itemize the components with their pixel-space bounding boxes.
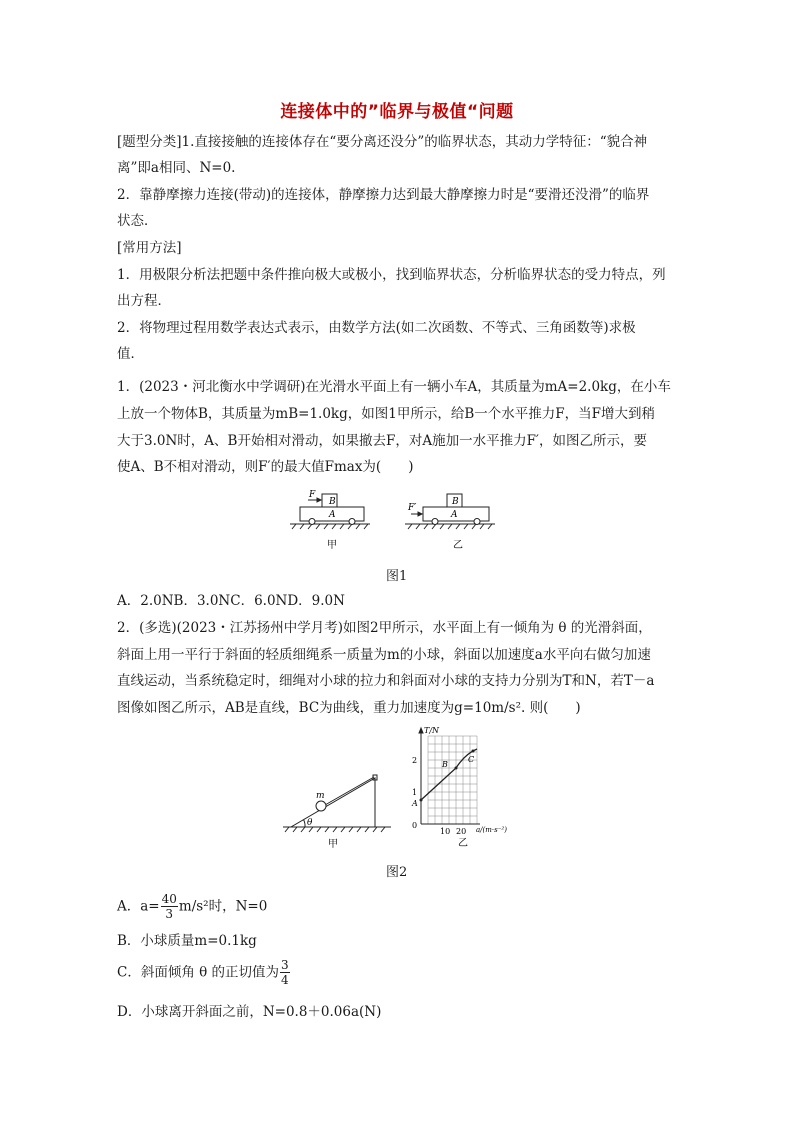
label-b: B [452,497,459,507]
q1-options: A．2.0NB．3.0NC．6.0ND．9.0N [117,593,345,609]
angle-arc [304,820,306,828]
intro-line-3: 2．靠静摩擦力连接(带动)的连接体，静摩擦力达到最大静摩擦力时是“要滑还没滑”的临界 [117,187,650,203]
rope [325,777,374,805]
label-jia: 甲 [328,839,338,850]
option-a-suffix: m/s²时，N=0 [178,898,268,915]
label-yi: 乙 [458,838,468,849]
label-a: A [329,510,336,520]
y-tick-2: 2 [412,756,418,765]
label-yi: 乙 [453,540,463,551]
intro-line-1: [题型分类]1.直接接触的连接体存在“要分离还没分”的临界状态，其动力学特征：“貌合神 [117,134,648,150]
figure-2-caption: 图2 [386,865,408,880]
y-tick-1: 1 [412,788,418,797]
q1-line-4: 使A、B不相对滑动，则F′的最大值Fmax为( ) [117,459,414,475]
x-axis-label: a/(m·s⁻²) [476,826,507,834]
ground-hatch-right [408,524,492,529]
option-a-prefix: A．a= [117,898,160,915]
methods-line-3: 2．将物理过程用数学表达式表示，由数学方法(如二次函数、不等式、三角函数等)求极 [117,320,636,336]
y-axis-label: T/N [424,726,440,735]
figure-1-caption: 图1 [386,569,408,584]
figure-2-incline [283,735,393,850]
methods-heading: [常用方法] [117,240,182,256]
ground-hatch [285,827,385,832]
x-tick-20: 20 [456,827,467,836]
q2-line-3: 直线运动，当系统稳定时，细绳对小球的拉力和斜面对小球的支持力分别为T和N，若T－a [117,673,655,689]
label-b-point: B [442,760,448,769]
point-c [472,750,475,753]
point-b [455,767,458,770]
label-m: m [316,791,325,801]
figure-2-graph [410,724,520,852]
q2-option-c [117,958,291,987]
figure-1 [290,486,500,556]
q2-line-4: 图像如图乙所示，AB是直线，BC为曲线，重力加速度为g=10m/s². 则( ) [117,700,581,716]
option-a-numerator: 40 [161,892,177,906]
q2-option-a [117,892,267,921]
wheel-icon [309,519,315,525]
q1-line-2: 上放一个物体B，其质量为mB=1.0kg，如图1甲所示，给B一个水平推力F，当F增大到稍 [117,406,655,422]
q2-option-b: B．小球质量m=0.1kg [117,933,257,949]
option-c-prefix: C．斜面倾角 θ 的正切值为 [117,964,280,981]
option-c-denominator: 4 [281,973,289,987]
label-jia: 甲 [327,540,337,551]
wheel-icon [432,519,438,525]
q1-line-1: 1．(2023・河北衡水中学调研)在光滑水平面上有一辆小车A，其质量为mA=2.0kg，在小车 [117,379,671,395]
label-a-point: A [412,799,418,808]
methods-line-1: 1．用极限分析法把题中条件推向极大或极小，找到临界状态，分析临界状态的受力特点，列 [117,267,666,283]
label-theta: θ [307,818,313,828]
q2-line-1: 2．(多选)(2023・江苏扬州中学月考)如图2甲所示，水平面上有一倾角为 θ 的光滑斜面， [117,620,652,636]
ground-hatch-left [292,524,368,529]
ball [316,801,326,811]
x-tick-10: 10 [440,827,451,836]
wheel-icon [474,519,480,525]
page-title: 连接体中的”临界与极值“问题 [280,102,514,122]
point-a [420,799,423,802]
q2-option-d: D．小球离开斜面之前，N=0.8＋0.06a(N) [117,1004,382,1020]
label-b: B [329,497,336,507]
origin-label: 0 [412,821,418,830]
methods-line-4: 值． [117,346,144,362]
graph-grid [428,736,477,824]
figure-1-right [405,494,495,529]
wheel-icon [349,519,355,525]
q1-line-3: 大于3.0N时，A、B开始相对滑动，如果撤去F，对A施加一水平推力F′，如图乙所示，要 [117,433,647,449]
intro-line-2: 离”即a相同、N=0. [117,160,236,176]
q2-line-2: 斜面上用一平行于斜面的轻质细绳系一质量为m的小球，斜面以加速度a水平向右做匀加速 [117,647,651,663]
label-f: F [309,490,316,500]
methods-line-2: 出方程． [117,293,171,309]
label-a: A [451,510,458,520]
option-c-numerator: 3 [281,958,289,972]
intro-line-4: 状态． [117,213,158,229]
label-c-point: C [468,755,475,764]
option-a-denominator: 3 [165,907,174,921]
label-f-prime: F′ [408,503,417,513]
